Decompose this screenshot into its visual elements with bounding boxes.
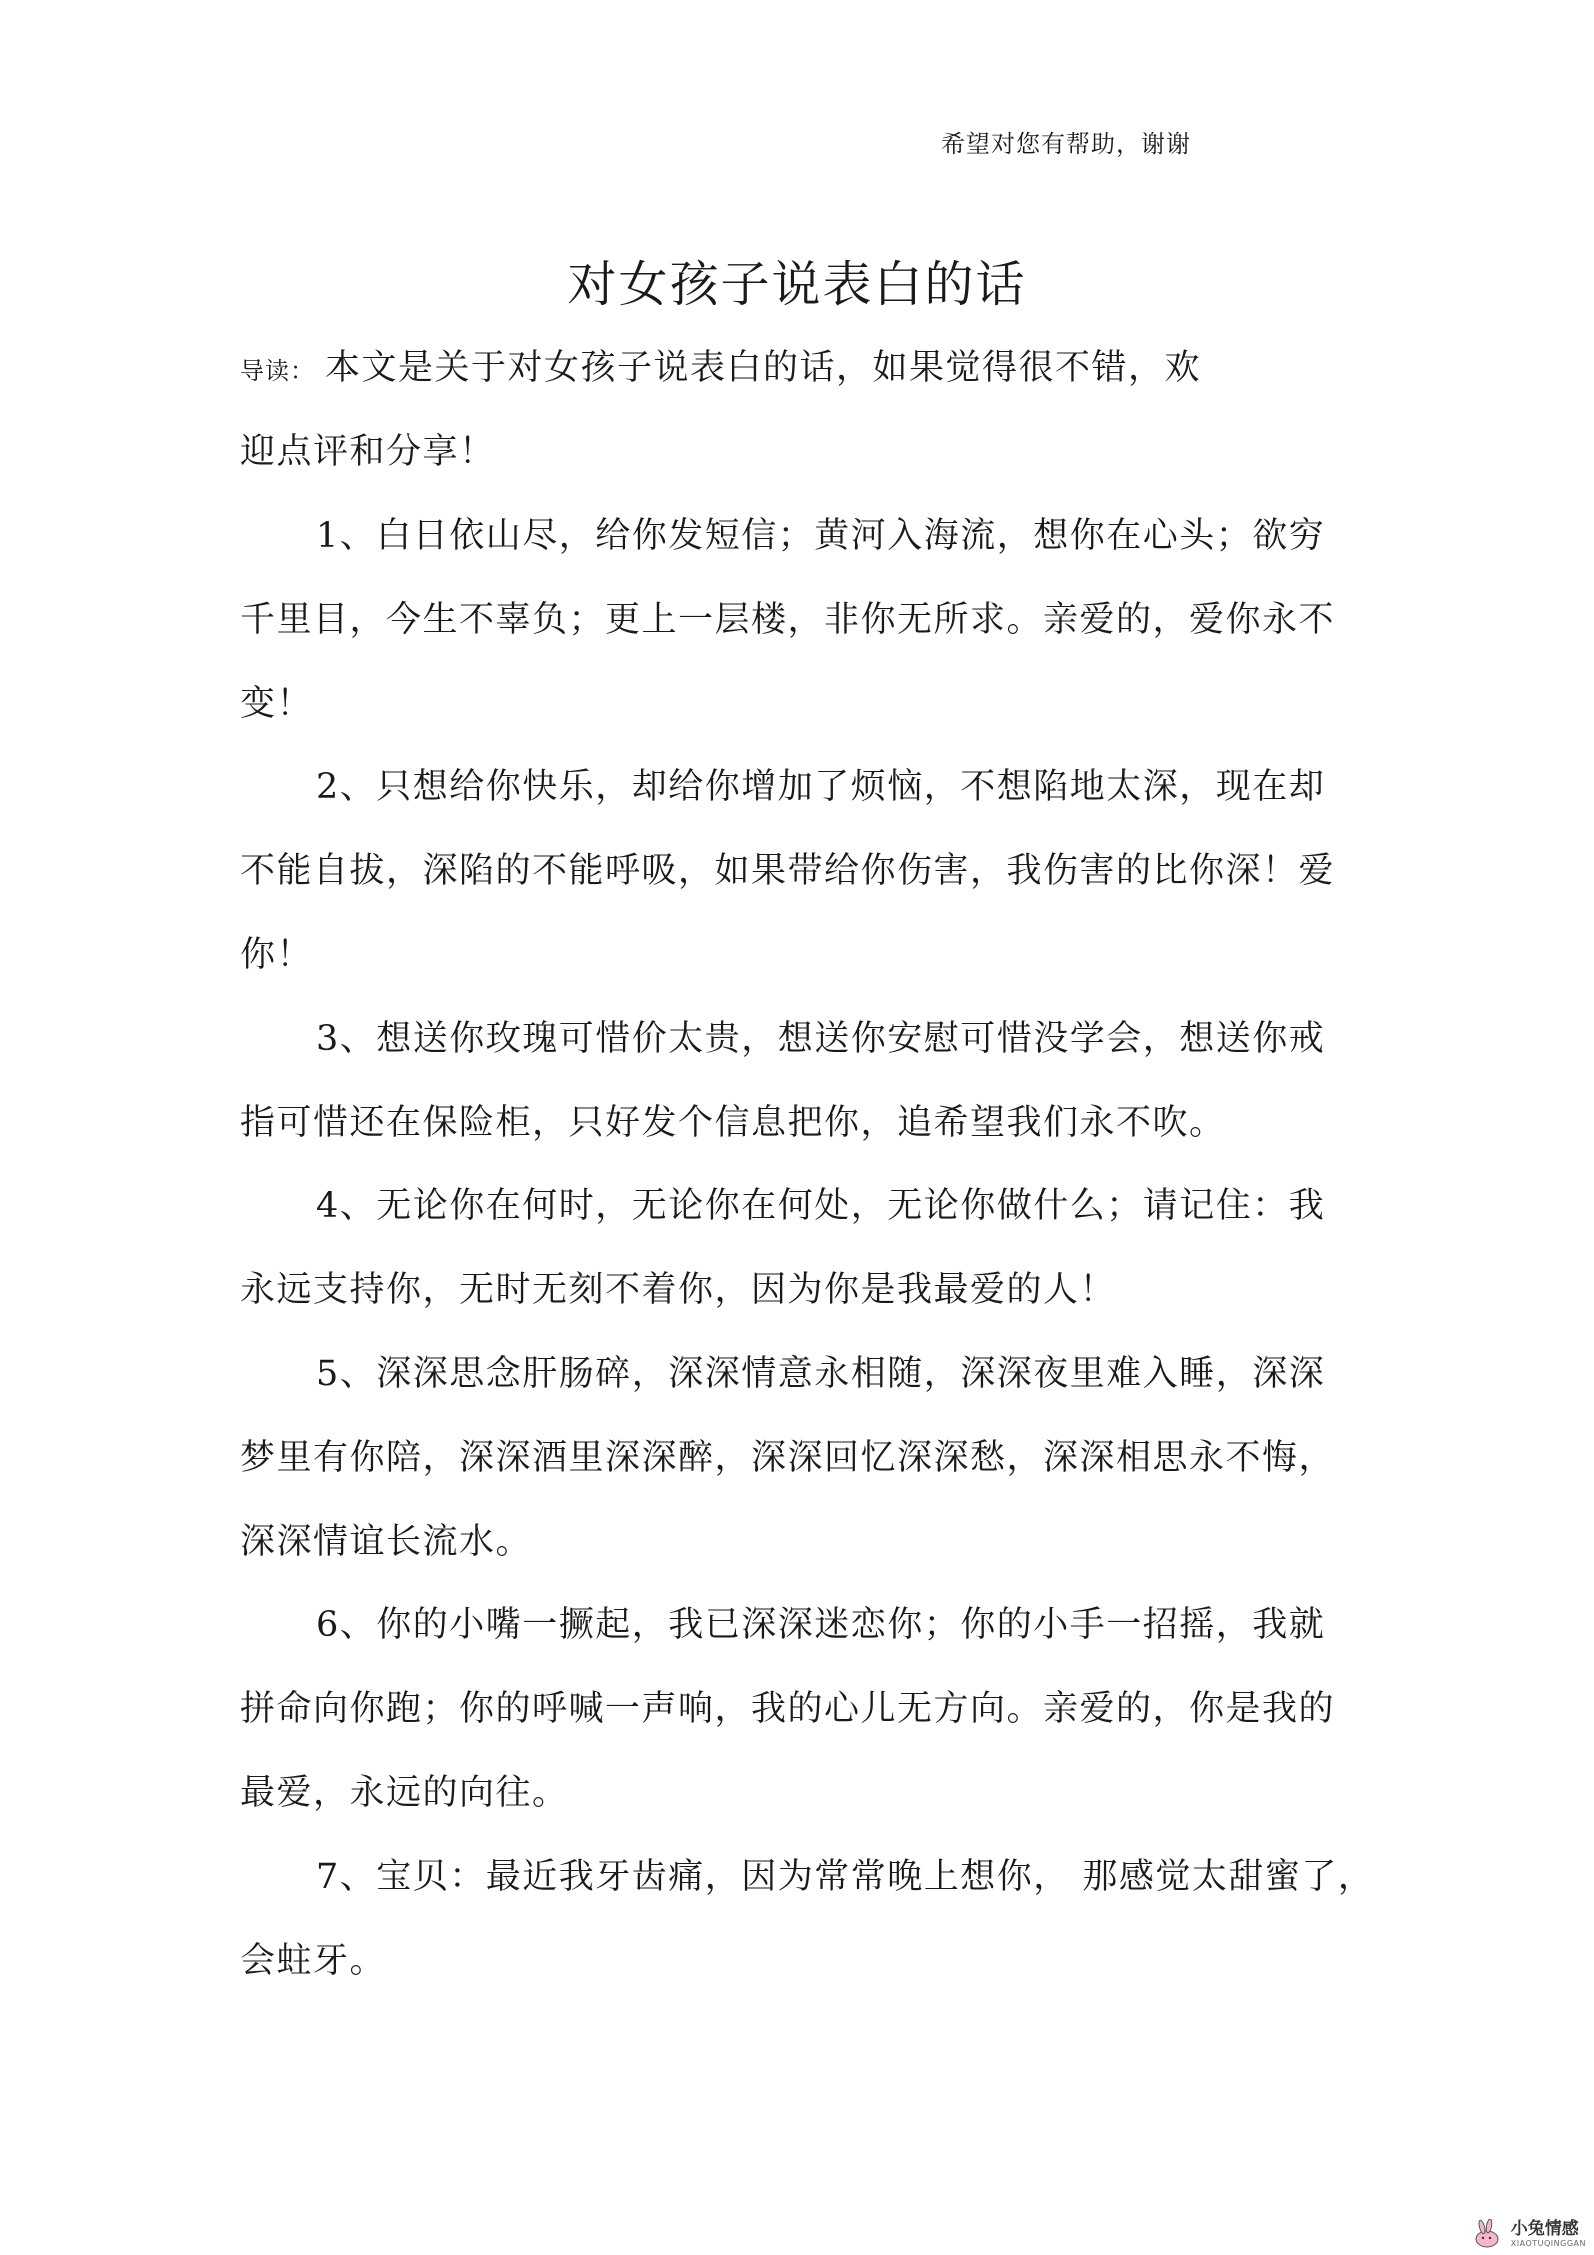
watermark-subtitle: XIAOTUQINGGAN [1510, 2238, 1586, 2248]
paragraph-1-line-3: 变！ [240, 684, 314, 724]
paragraph-5-line-1: 5、深深思念肝肠碎，深深情意永相随，深深夜里难入睡，深深 [316, 1354, 1326, 1394]
header-note: 希望对您有帮助，谢谢 [941, 130, 1191, 158]
watermark-logo [1465, 2219, 1586, 2249]
paragraph-3-line-2: 指可惜还在保险柜，只好发个信息把你，追希望我们永不吹。 [240, 1103, 1226, 1143]
paragraph-4-line-1: 4、无论你在何时，无论你在何处，无论你做什么；请记住：我 [316, 1186, 1326, 1226]
paragraph-6-line-1: 6、你的小嘴一撅起，我已深深迷恋你；你的小手一招摇，我就 [316, 1605, 1326, 1645]
intro-label: 导读： [240, 357, 315, 385]
watermark-name: 小兔情感 [1510, 2218, 1579, 2239]
intro-line-1 [240, 344, 1201, 395]
paragraph-6-line-3: 最爱，永远的向往。 [240, 1773, 569, 1813]
paragraph-5-line-2: 梦里有你陪，深深酒里深深醉，深深回忆深深愁，深深相思永不悔， [240, 1438, 1336, 1478]
paragraph-2-line-2: 不能自拔，深陷的不能呼吸，如果带给你伤害，我伤害的比你深！爱 [240, 851, 1336, 891]
paragraph-3-line-1: 3、想送你玫瑰可惜价太贵，想送你安慰可惜没学会，想送你戒 [316, 1019, 1326, 1059]
rabbit-logo-icon [1465, 2219, 1505, 2249]
paragraph-2-line-1: 2、只想给你快乐，却给你增加了烦恼，不想陷地太深，现在却 [316, 767, 1326, 807]
paragraph-2-line-3: 你！ [240, 935, 314, 975]
paragraph-5-line-3: 深深情谊长流水。 [240, 1522, 533, 1562]
intro-text: 本文是关于对女孩子说表白的话，如果觉得很不错，欢 [325, 348, 1202, 388]
paragraph-7-line-1: 7、宝贝：最近我牙齿痛，因为常常晚上想你， 那感觉太甜蜜了， [316, 1857, 1375, 1897]
paragraph-6-line-2: 拼命向你跑；你的呼喊一声响，我的心儿无方向。亲爱的，你是我的 [240, 1689, 1336, 1729]
intro-line-2: 迎点评和分享！ [240, 432, 496, 472]
paragraph-4-line-2: 永远支持你，无时无刻不着你，因为你是我最爱的人！ [240, 1270, 1117, 1310]
paragraph-1-line-2: 千里目，今生不辜负；更上一层楼，非你无所求。亲爱的，爱你永不 [240, 600, 1336, 640]
paragraph-1-line-1: 1、白日依山尽，给你发短信；黄河入海流，想你在心头；欲穷 [316, 516, 1326, 556]
document-title: 对女孩子说表白的话 [567, 256, 1027, 313]
paragraph-7-line-2: 会蛀牙。 [240, 1941, 387, 1981]
